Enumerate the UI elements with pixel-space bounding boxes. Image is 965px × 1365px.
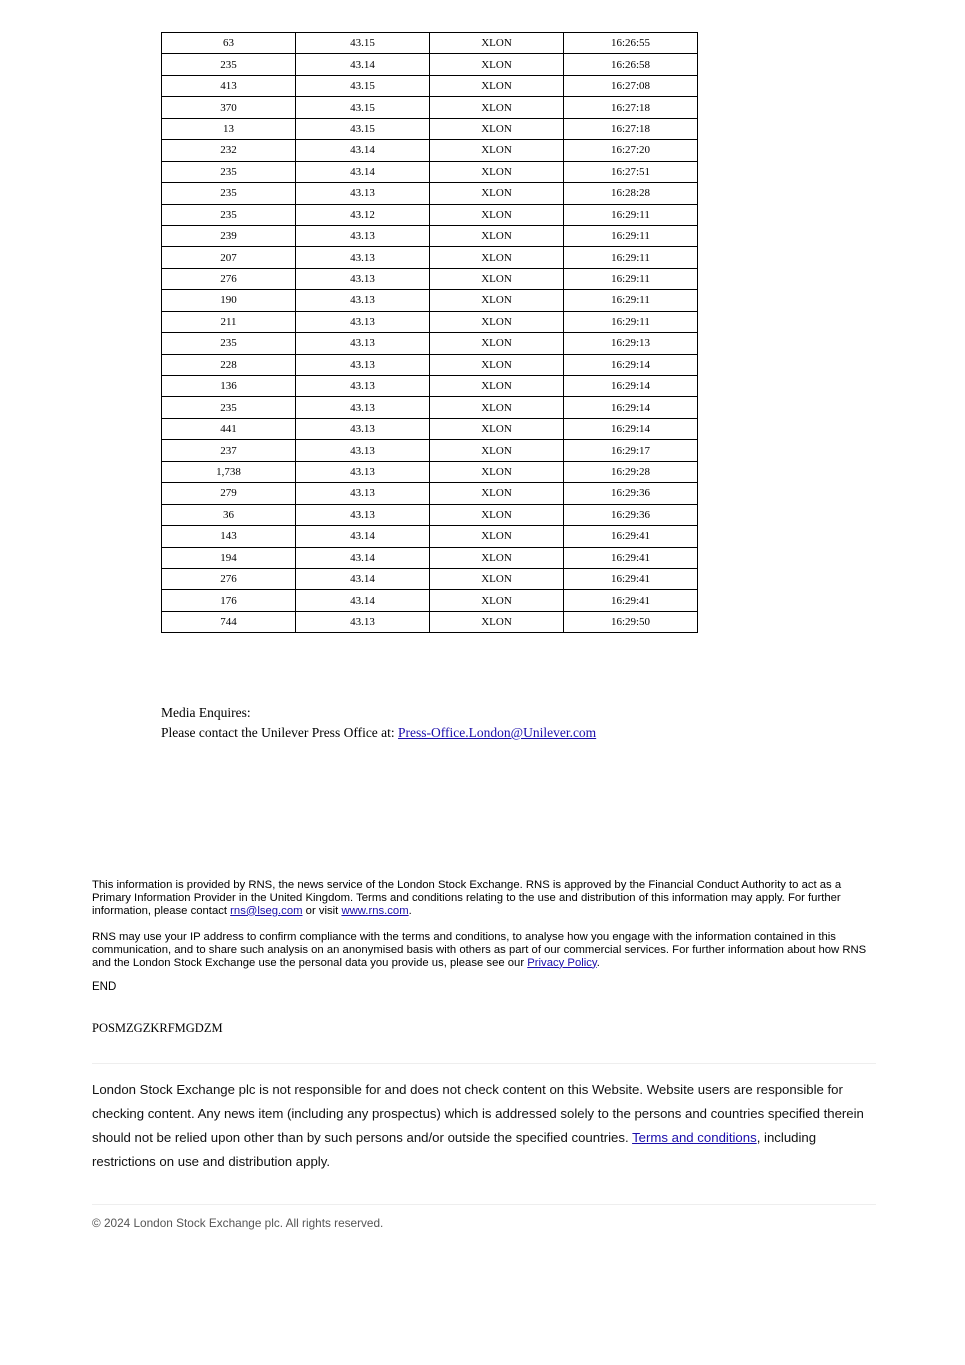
price-cell: 43.13	[296, 333, 430, 354]
table-row	[162, 397, 698, 418]
privacy-disclaimer	[92, 931, 867, 969]
table-row	[162, 440, 698, 461]
price-cell: 43.13	[296, 247, 430, 268]
volume-cell: 1,738	[162, 461, 296, 482]
venue-cell: XLON	[430, 568, 564, 589]
volume-cell: 239	[162, 225, 296, 246]
time-cell: 16:29:28	[564, 461, 698, 482]
table-row	[162, 161, 698, 182]
lse-responsibility-note	[92, 1078, 867, 1174]
time-cell: 16:29:11	[564, 311, 698, 332]
table-row	[162, 75, 698, 96]
volume-cell: 235	[162, 54, 296, 75]
price-cell: 43.14	[296, 526, 430, 547]
volume-cell: 232	[162, 140, 296, 161]
venue-cell: XLON	[430, 526, 564, 547]
time-cell: 16:29:14	[564, 418, 698, 439]
volume-cell: 136	[162, 376, 296, 397]
table-row	[162, 97, 698, 118]
volume-cell: 176	[162, 590, 296, 611]
venue-cell: XLON	[430, 97, 564, 118]
venue-cell: XLON	[430, 225, 564, 246]
rns-disclaimer-text: This information is provided by RNS, the news service of the London Stock Exchange. RNS is approved by the Financial Conduct Authority to act as a Primary Information Provider in the United Kingdom. Terms and conditions relating to the use and distribution of this information may apply. For further information, please contact	[92, 879, 842, 917]
time-cell: 16:29:41	[564, 547, 698, 568]
table-row	[162, 247, 698, 268]
price-cell: 43.14	[296, 547, 430, 568]
price-cell: 43.13	[296, 376, 430, 397]
transactions-table	[161, 32, 698, 633]
venue-cell: XLON	[430, 140, 564, 161]
price-cell: 43.14	[296, 590, 430, 611]
lse-note-tail: , including restrictions on use and distribution apply.	[92, 1130, 817, 1169]
lse-note-text: London Stock Exchange plc is not responsible for and does not check content on this Website. Website users are responsible for checking content. Any news item (including any prospectus) which is addressed solely to the persons and countries specified therein should not be relied upon other than by such persons and/or outside the specified countries.	[92, 1082, 864, 1145]
table-row	[162, 568, 698, 589]
time-cell: 16:27:18	[564, 118, 698, 139]
time-cell: 16:29:14	[564, 376, 698, 397]
terms-and-conditions-link[interactable]: Terms and conditions	[632, 1130, 757, 1145]
volume-cell: 211	[162, 311, 296, 332]
table-row	[162, 526, 698, 547]
table-row	[162, 311, 698, 332]
volume-cell: 370	[162, 97, 296, 118]
media-heading: Media Enquires:	[161, 705, 251, 720]
transactions-table-body	[162, 33, 698, 633]
price-cell: 43.12	[296, 204, 430, 225]
price-cell: 43.15	[296, 97, 430, 118]
venue-cell: XLON	[430, 376, 564, 397]
rns-email-link[interactable]: rns@lseg.com	[230, 904, 303, 917]
table-row	[162, 268, 698, 289]
venue-cell: XLON	[430, 397, 564, 418]
rns-disclaimer	[92, 879, 867, 917]
time-cell: 16:26:55	[564, 33, 698, 54]
rns-website-link[interactable]: www.rns.com	[341, 904, 409, 917]
time-cell: 16:29:11	[564, 268, 698, 289]
volume-cell: 194	[162, 547, 296, 568]
time-cell: 16:27:20	[564, 140, 698, 161]
table-row	[162, 183, 698, 204]
price-cell: 43.13	[296, 354, 430, 375]
media-contact	[161, 723, 596, 743]
venue-cell: XLON	[430, 268, 564, 289]
time-cell: 16:29:41	[564, 590, 698, 611]
time-cell: 16:29:36	[564, 504, 698, 525]
time-cell: 16:29:41	[564, 526, 698, 547]
table-row	[162, 483, 698, 504]
time-cell: 16:29:13	[564, 333, 698, 354]
volume-cell: 744	[162, 611, 296, 632]
volume-cell: 276	[162, 568, 296, 589]
price-cell: 43.13	[296, 311, 430, 332]
venue-cell: XLON	[430, 440, 564, 461]
venue-cell: XLON	[430, 333, 564, 354]
venue-cell: XLON	[430, 461, 564, 482]
volume-cell: 235	[162, 183, 296, 204]
volume-cell: 63	[162, 33, 296, 54]
volume-cell: 13	[162, 118, 296, 139]
price-cell: 43.14	[296, 140, 430, 161]
venue-cell: XLON	[430, 483, 564, 504]
volume-cell: 143	[162, 526, 296, 547]
table-row	[162, 376, 698, 397]
venue-cell: XLON	[430, 290, 564, 311]
period: .	[408, 904, 412, 917]
venue-cell: XLON	[430, 611, 564, 632]
table-row	[162, 547, 698, 568]
volume-cell: 237	[162, 440, 296, 461]
period: .	[596, 956, 600, 969]
table-row	[162, 225, 698, 246]
venue-cell: XLON	[430, 590, 564, 611]
time-cell: 16:27:18	[564, 97, 698, 118]
time-cell: 16:29:11	[564, 290, 698, 311]
price-cell: 43.14	[296, 54, 430, 75]
price-cell: 43.13	[296, 397, 430, 418]
volume-cell: 235	[162, 333, 296, 354]
announcement-code: POSMZGZKRFMGDZM	[92, 1021, 223, 1035]
price-cell: 43.15	[296, 75, 430, 96]
time-cell: 16:27:51	[564, 161, 698, 182]
volume-cell: 36	[162, 504, 296, 525]
time-cell: 16:29:14	[564, 354, 698, 375]
price-cell: 43.15	[296, 118, 430, 139]
price-cell: 43.13	[296, 611, 430, 632]
table-row	[162, 54, 698, 75]
price-cell: 43.14	[296, 161, 430, 182]
media-enquiries	[161, 703, 596, 743]
divider	[92, 1063, 876, 1064]
volume-cell: 441	[162, 418, 296, 439]
venue-cell: XLON	[430, 183, 564, 204]
or-visit-text: or visit	[302, 904, 342, 917]
privacy-disclaimer-text: RNS may use your IP address to confirm compliance with the terms and conditions, to analyse how you engage with the information contained in this communication, and to share such analysis on an anonymised basis with others as part of our commercial services. For further information about how RNS and the London Stock Exchange use the personal data you provide us, please see our	[92, 931, 867, 969]
table-row	[162, 504, 698, 525]
price-cell: 43.13	[296, 461, 430, 482]
volume-cell: 190	[162, 290, 296, 311]
table-row	[162, 418, 698, 439]
volume-cell: 276	[162, 268, 296, 289]
venue-cell: XLON	[430, 33, 564, 54]
price-cell: 43.15	[296, 33, 430, 54]
venue-cell: XLON	[430, 204, 564, 225]
privacy-policy-link[interactable]: Privacy Policy	[527, 956, 597, 969]
price-cell: 43.13	[296, 483, 430, 504]
venue-cell: XLON	[430, 504, 564, 525]
time-cell: 16:29:11	[564, 225, 698, 246]
table-row	[162, 461, 698, 482]
table-row	[162, 611, 698, 632]
price-cell: 43.13	[296, 440, 430, 461]
time-cell: 16:29:17	[564, 440, 698, 461]
time-cell: 16:29:36	[564, 483, 698, 504]
venue-cell: XLON	[430, 547, 564, 568]
table-row	[162, 140, 698, 161]
venue-cell: XLON	[430, 247, 564, 268]
end-marker: END	[92, 981, 117, 993]
time-cell: 16:29:14	[564, 397, 698, 418]
volume-cell: 235	[162, 204, 296, 225]
table-row	[162, 590, 698, 611]
venue-cell: XLON	[430, 75, 564, 96]
media-contact-text: Please contact the Unilever Press Office at:	[161, 725, 399, 740]
press-office-email-link[interactable]: Press-Office.London@Unilever.com	[398, 725, 597, 740]
venue-cell: XLON	[430, 118, 564, 139]
time-cell: 16:27:08	[564, 75, 698, 96]
volume-cell: 279	[162, 483, 296, 504]
venue-cell: XLON	[430, 311, 564, 332]
time-cell: 16:29:11	[564, 247, 698, 268]
price-cell: 43.13	[296, 268, 430, 289]
venue-cell: XLON	[430, 161, 564, 182]
copyright: © 2024 London Stock Exchange plc. All rights reserved.	[92, 1216, 384, 1230]
price-cell: 43.13	[296, 504, 430, 525]
price-cell: 43.13	[296, 225, 430, 246]
volume-cell: 235	[162, 161, 296, 182]
price-cell: 43.13	[296, 290, 430, 311]
venue-cell: XLON	[430, 354, 564, 375]
table-row	[162, 333, 698, 354]
table-row	[162, 33, 698, 54]
volume-cell: 235	[162, 397, 296, 418]
time-cell: 16:26:58	[564, 54, 698, 75]
time-cell: 16:29:41	[564, 568, 698, 589]
divider	[92, 1204, 876, 1205]
price-cell: 43.13	[296, 183, 430, 204]
table-row	[162, 354, 698, 375]
time-cell: 16:29:50	[564, 611, 698, 632]
time-cell: 16:28:28	[564, 183, 698, 204]
price-cell: 43.13	[296, 418, 430, 439]
volume-cell: 228	[162, 354, 296, 375]
table-row	[162, 290, 698, 311]
venue-cell: XLON	[430, 54, 564, 75]
venue-cell: XLON	[430, 418, 564, 439]
price-cell: 43.14	[296, 568, 430, 589]
volume-cell: 207	[162, 247, 296, 268]
time-cell: 16:29:11	[564, 204, 698, 225]
table-row	[162, 118, 698, 139]
volume-cell: 413	[162, 75, 296, 96]
table-row	[162, 204, 698, 225]
